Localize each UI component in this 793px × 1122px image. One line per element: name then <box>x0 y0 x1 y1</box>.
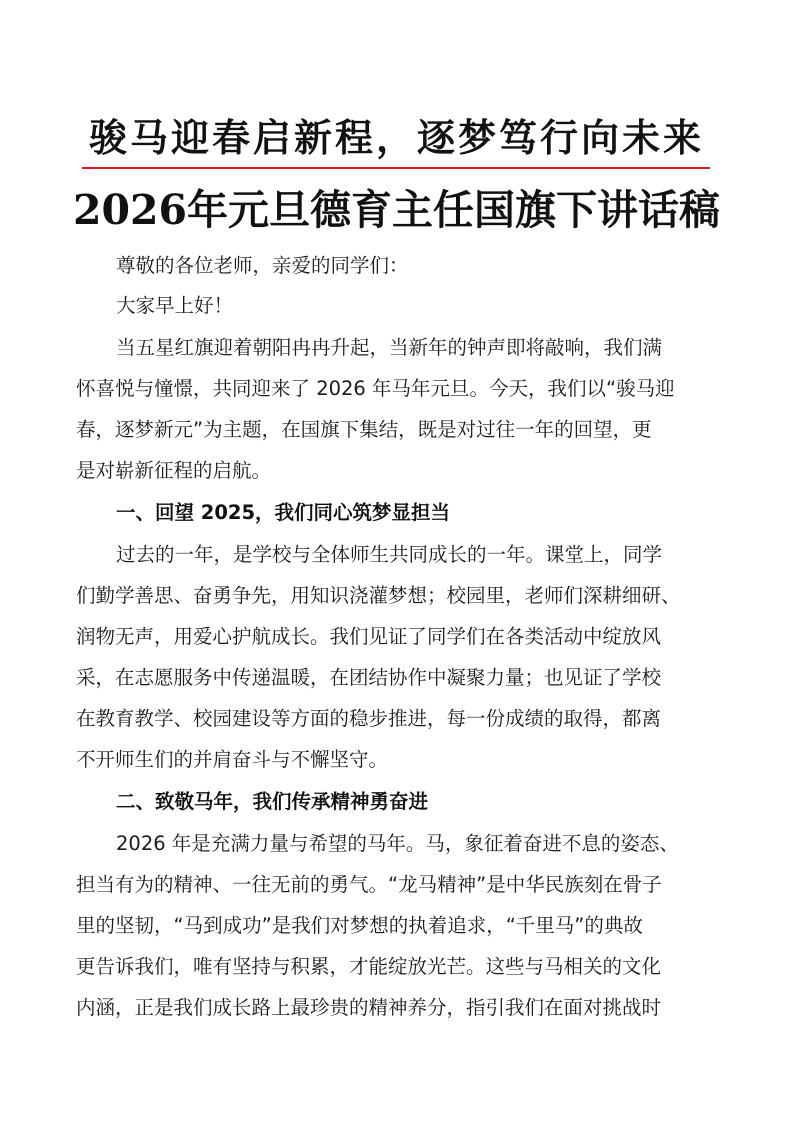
document-subtitle: 2026年元旦德育主任国旗下讲话稿 <box>72 186 721 234</box>
paragraph-3-line: 更告诉我们，唯有坚持与积累，才能绽放光芒。这些与马相关的文化 <box>76 955 662 978</box>
paragraph-2-line: 润物无声，用爱心护航成长。我们见证了同学们在各类活动中绽放风 <box>76 625 662 648</box>
paragraph-2 <box>76 537 717 778</box>
paragraph-2-line: 过去的一年，是学校与全体师生共同成长的一年。课堂上，同学 <box>116 543 663 566</box>
paragraph-3-line: 里的坚韧，“马到成功”是我们对梦想的执着追求，“千里马”的典故 <box>76 914 643 937</box>
paragraph-3-line: 内涵，正是我们成长路上最珍贵的精神养分，指引我们在面对挑战时 <box>76 996 662 1019</box>
paragraph-1-line: 当五星红旗迎着朝阳冉冉升起，当新年的钟声即将敲响，我们满 <box>116 336 663 359</box>
section-1-heading: 一、回望 2025，我们同心筑梦显担当 <box>116 501 451 524</box>
paragraph-2-line: 在教育教学、校园建设等方面的稳步推进，每一份成绩的取得，都离 <box>76 707 662 730</box>
paragraph-2-line: 采，在志愿服务中传递温暖，在团结协作中凝聚力量；也见证了学校 <box>76 666 662 689</box>
opening-line: 大家早上好！ <box>116 294 234 317</box>
paragraph-3-line: 2026 年是充满力量与希望的马年。马，象征着奋进不息的姿态、 <box>116 832 679 855</box>
paragraph-1 <box>76 330 717 489</box>
title-red-divider <box>82 167 710 169</box>
document-main-title: 骏马迎春启新程，逐梦笃行向未来 <box>88 115 704 160</box>
paragraph-1-line: 是对崭新征程的启航。 <box>76 459 272 482</box>
paragraph-1-line: 怀喜悦与憧憬，共同迎来了 2026 年马年元旦。今天，我们以“骏马迎 <box>76 377 675 400</box>
section-2-heading: 二、致敬马年，我们传承精神勇奋进 <box>116 790 429 813</box>
paragraph-2-line: 不开师生们的并肩奋斗与不懈坚守。 <box>76 748 389 771</box>
paragraph-3-line: 担当有为的精神、一往无前的勇气。“龙马精神”是中华民族刻在骨子 <box>76 873 662 896</box>
document-body <box>76 248 717 1026</box>
paragraph-2-line: 们勤学善思、奋勇争先，用知识浇灌梦想；校园里，老师们深耕细研、 <box>76 584 681 607</box>
greeting-line: 尊敬的各位老师，亲爱的同学们： <box>116 254 409 277</box>
paragraph-1-line: 春，逐梦新元”为主题，在国旗下集结，既是对过往一年的回望，更 <box>76 418 652 441</box>
paragraph-3 <box>76 826 717 1026</box>
